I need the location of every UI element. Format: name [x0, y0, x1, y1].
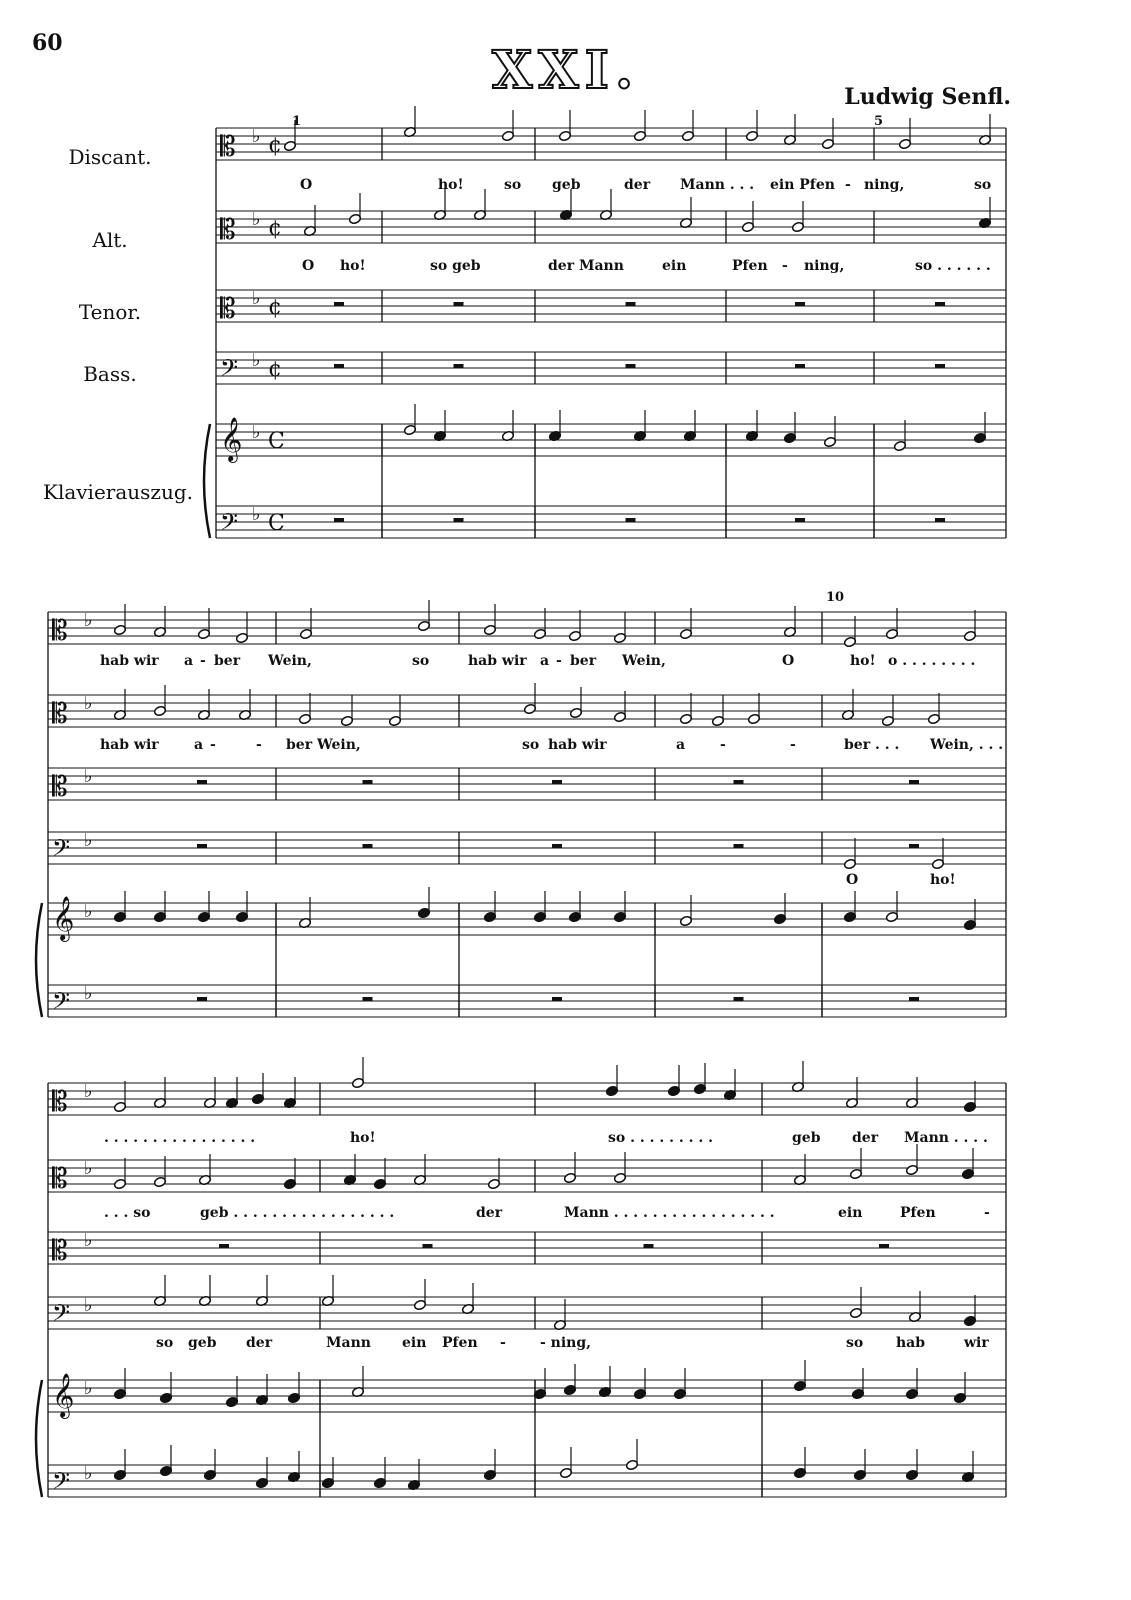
- rest: [197, 844, 207, 848]
- flat-icon: ♭: [252, 422, 261, 443]
- rest: [795, 518, 805, 522]
- rest: [454, 302, 464, 306]
- lyric: der: [246, 1335, 273, 1351]
- voice-label-klavierauszug: Klavierauszug.: [43, 480, 193, 504]
- lyric: O: [300, 177, 313, 193]
- bass-clef-icon: 𝄢: [52, 987, 71, 1020]
- lyric: -: [790, 737, 796, 753]
- rest: [626, 302, 636, 306]
- rest: [552, 780, 562, 784]
- lyric: ber Wein,: [286, 737, 361, 753]
- c-clef-icon: 𝄡: [52, 697, 68, 730]
- time-signature: ¢: [268, 216, 282, 241]
- voice-label-tenor: Tenor.: [78, 300, 142, 324]
- lyric: ho!: [350, 1130, 376, 1146]
- lyric: geb . . . . . . . . . . . . . . . . .: [200, 1205, 395, 1221]
- lyric: -: [556, 653, 562, 669]
- lyric: ein: [838, 1205, 863, 1221]
- voice-label-bass: Bass.: [83, 362, 137, 386]
- lyric: der Mann: [548, 258, 624, 274]
- lyric: o . . . . . . . .: [888, 653, 976, 669]
- flat-icon: ♭: [84, 610, 93, 631]
- rest: [334, 364, 344, 368]
- rest: [334, 518, 344, 522]
- lyric: wir: [964, 1335, 989, 1351]
- lyric: -: [500, 1335, 506, 1351]
- bass-clef-icon: 𝄢: [52, 1299, 71, 1332]
- lyric: so: [156, 1335, 174, 1351]
- rest: [734, 780, 744, 784]
- time-signature: C: [268, 429, 285, 454]
- c-clef-icon: 𝄡: [52, 1085, 68, 1118]
- lyric: -: [984, 1205, 990, 1221]
- lyric: O: [782, 653, 795, 669]
- rest: [197, 997, 207, 1001]
- lyric: hab wir: [100, 653, 159, 669]
- lyric: Pfen: [900, 1205, 936, 1221]
- rest: [454, 518, 464, 522]
- bass-clef-icon: 𝄢: [52, 1467, 71, 1500]
- lyric: -: [720, 737, 726, 753]
- lyric: so . . . . . . . . .: [608, 1130, 713, 1146]
- lyric: so: [522, 737, 540, 753]
- rest: [454, 364, 464, 368]
- lyric: a: [184, 653, 194, 669]
- flat-icon: ♭: [252, 288, 261, 309]
- voice-label-alt: Alt.: [92, 228, 128, 252]
- lyric: - ning,: [540, 1335, 592, 1351]
- rest: [363, 844, 373, 848]
- rest: [552, 997, 562, 1001]
- lyric: Wein,: [268, 653, 312, 669]
- bass-clef-icon: 𝄢: [220, 354, 239, 387]
- treble-clef-icon: 𝄞: [52, 1373, 75, 1417]
- lyric: hab wir: [548, 737, 607, 753]
- lyric: geb: [552, 177, 581, 193]
- rest: [909, 997, 919, 1001]
- lyric: a: [194, 737, 204, 753]
- bass-clef-icon: 𝄢: [220, 508, 239, 541]
- lyric: ein: [402, 1335, 427, 1351]
- lyric: hab wir: [468, 653, 527, 669]
- page-number: 60: [32, 30, 63, 56]
- time-signature: C: [268, 511, 285, 536]
- rest: [734, 844, 744, 848]
- c-clef-icon: 𝄡: [220, 292, 236, 325]
- rest: [935, 518, 945, 522]
- lyric: Wein,: [622, 653, 666, 669]
- lyric: Wein, . . .: [930, 737, 1004, 753]
- lyric: . . . . . . . . . . . . . . . .: [104, 1130, 256, 1146]
- lyric: ein Pfen: [770, 177, 835, 193]
- lyric: so . . . . . .: [915, 258, 991, 274]
- c-clef-icon: 𝄡: [52, 1162, 68, 1195]
- lyric: . . . so: [104, 1205, 151, 1221]
- rest: [197, 780, 207, 784]
- rest: [734, 997, 744, 1001]
- rest: [363, 997, 373, 1001]
- c-clef-icon: 𝄡: [52, 1234, 68, 1267]
- lyric: ber . . .: [844, 737, 900, 753]
- lyric: so geb: [430, 258, 481, 274]
- lyric: -: [256, 737, 262, 753]
- rest: [626, 364, 636, 368]
- lyric: ho!: [340, 258, 366, 274]
- lyric: hab: [896, 1335, 926, 1351]
- flat-icon: ♭: [84, 693, 93, 714]
- rest: [795, 302, 805, 306]
- rest: [935, 302, 945, 306]
- treble-clef-icon: 𝄞: [220, 417, 243, 461]
- bass-clef-icon: 𝄢: [52, 834, 71, 867]
- lyric: ho!: [850, 653, 876, 669]
- measure-number-5: 5: [874, 114, 884, 129]
- lyric: -: [200, 653, 206, 669]
- time-signature: ¢: [268, 133, 282, 158]
- c-clef-icon: 𝄡: [52, 770, 68, 803]
- lyric: O: [846, 872, 859, 888]
- lyric: Pfen: [442, 1335, 478, 1351]
- lyric: ho!: [930, 872, 956, 888]
- lyric: ber: [570, 653, 597, 669]
- lyric: a: [676, 737, 686, 753]
- rest: [795, 364, 805, 368]
- time-signature: ¢: [268, 357, 282, 382]
- flat-icon: ♭: [252, 209, 261, 230]
- flat-icon: ♭: [84, 901, 93, 922]
- lyric: Mann . . . . . . . . . . . . . . . . .: [564, 1205, 775, 1221]
- lyric: O: [302, 258, 315, 274]
- lyric: -: [845, 177, 851, 193]
- c-clef-icon: 𝄡: [220, 130, 236, 163]
- rest: [423, 1244, 433, 1248]
- lyric: der: [852, 1130, 879, 1146]
- lyric: Pfen: [732, 258, 768, 274]
- voice-label-discant: Discant.: [68, 145, 152, 169]
- c-clef-icon: 𝄡: [220, 213, 236, 246]
- lyric: -: [782, 258, 788, 274]
- lyric: Mann . . .: [680, 177, 755, 193]
- rest: [935, 364, 945, 368]
- lyric: geb: [188, 1335, 217, 1351]
- flat-icon: ♭: [84, 983, 93, 1004]
- flat-icon: ♭: [84, 1295, 93, 1316]
- flat-icon: ♭: [84, 1081, 93, 1102]
- rest: [363, 780, 373, 784]
- flat-icon: ♭: [84, 766, 93, 787]
- lyric: hab wir: [100, 737, 159, 753]
- flat-icon: ♭: [252, 126, 261, 147]
- treble-clef-icon: 𝄞: [52, 896, 75, 940]
- c-clef-icon: 𝄡: [52, 614, 68, 647]
- lyric: so: [846, 1335, 864, 1351]
- measure-number-1: 1: [292, 114, 302, 129]
- piece-number: XXI.: [491, 40, 640, 101]
- rest: [626, 518, 636, 522]
- lyric: Mann . . . .: [904, 1130, 988, 1146]
- lyric: ein: [662, 258, 687, 274]
- rest: [909, 844, 919, 848]
- rest: [219, 1244, 229, 1248]
- lyric: ning,: [864, 177, 905, 193]
- flat-icon: ♭: [84, 1230, 93, 1251]
- composer-name: Ludwig Senfl.: [844, 84, 1011, 110]
- flat-icon: ♭: [84, 830, 93, 851]
- flat-icon: ♭: [252, 504, 261, 525]
- flat-icon: ♭: [84, 1463, 93, 1484]
- time-signature: ¢: [268, 295, 282, 320]
- lyric: a: [540, 653, 550, 669]
- lyric: so: [504, 177, 522, 193]
- flat-icon: ♭: [84, 1158, 93, 1179]
- piano-brace: [36, 1380, 42, 1497]
- rest: [879, 1244, 889, 1248]
- lyric: -: [210, 737, 216, 753]
- lyric: Mann: [326, 1335, 371, 1351]
- lyric: der: [624, 177, 651, 193]
- rest: [334, 302, 344, 306]
- lyric: ber: [214, 653, 241, 669]
- piano-brace: [36, 903, 42, 1017]
- flat-icon: ♭: [84, 1378, 93, 1399]
- rest: [909, 780, 919, 784]
- lyric: geb: [792, 1130, 821, 1146]
- lyric: so: [412, 653, 430, 669]
- lyric: ning,: [804, 258, 845, 274]
- lyric: der: [476, 1205, 503, 1221]
- lyric: so: [974, 177, 992, 193]
- lyric: ho!: [438, 177, 464, 193]
- measure-number-10: 10: [826, 590, 845, 605]
- rest: [644, 1244, 654, 1248]
- flat-icon: ♭: [252, 350, 261, 371]
- rest: [552, 844, 562, 848]
- piano-brace: [204, 424, 210, 538]
